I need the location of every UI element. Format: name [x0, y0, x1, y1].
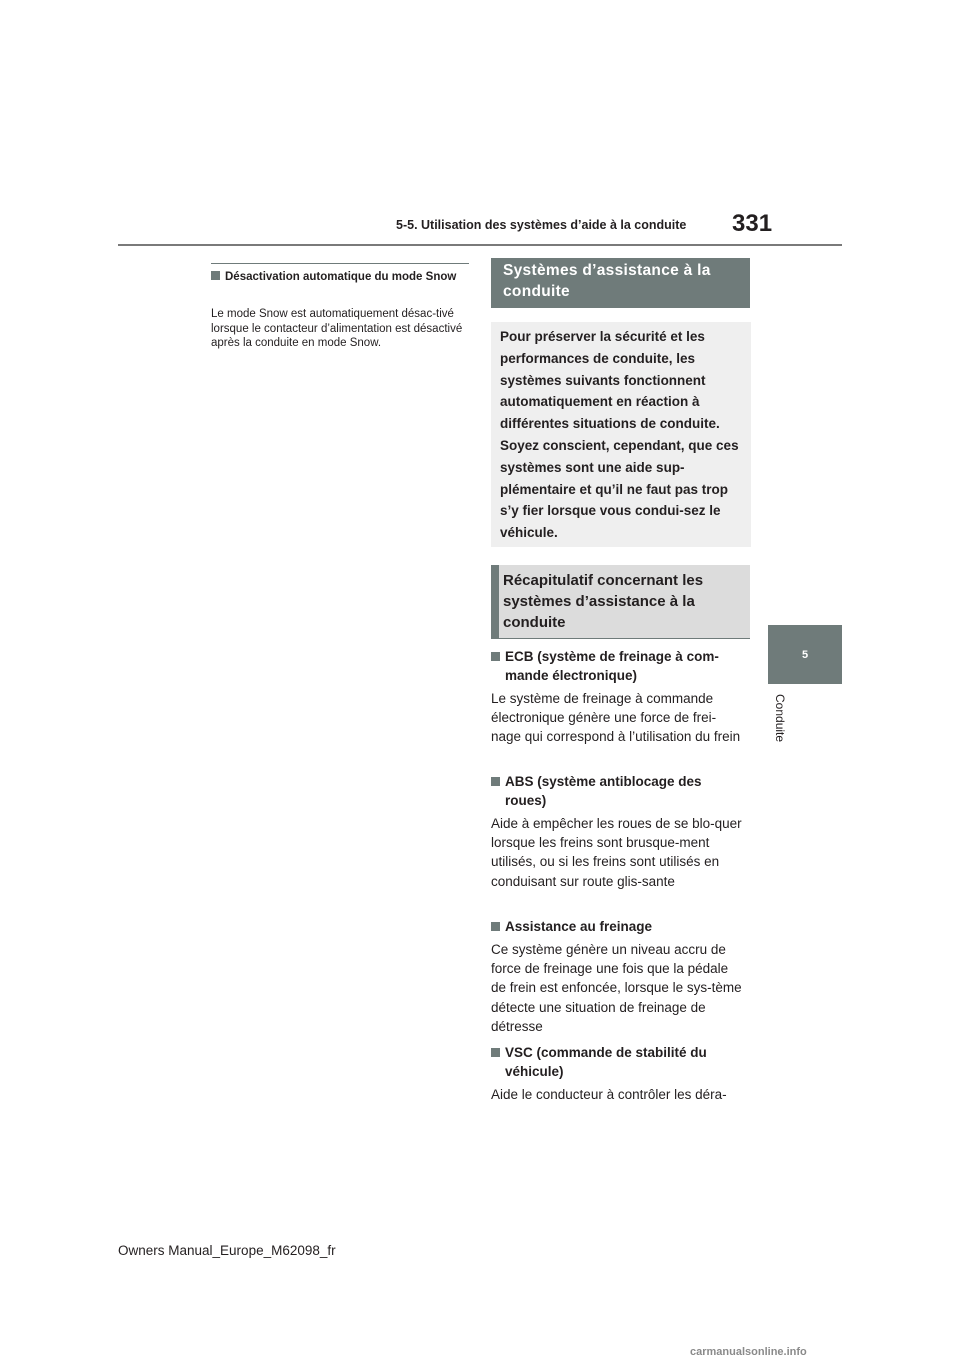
item-heading-abs: ABS (système antiblocage des roues) [491, 772, 746, 810]
chapter-number: 5 [801, 648, 809, 661]
square-bullet-icon [491, 652, 500, 661]
summary-section-title: Récapitulatif concernant les systèmes d’assistance à la conduite [503, 572, 704, 631]
page-number: 331 [732, 210, 773, 237]
item-heading-brake-assist: Assistance au freinage [491, 917, 746, 936]
square-bullet-icon [211, 271, 220, 280]
header-divider [118, 244, 842, 246]
item-heading-vsc: VSC (commande de stabilité du véhicule) [491, 1043, 746, 1081]
left-heading [211, 270, 469, 285]
item-heading-ecb: ECB (système de freinage à com-mande électronique) [491, 647, 746, 685]
watermark: carmanualsonline.info [690, 1346, 807, 1358]
section-banner: Systèmes d’assistance à la conduite [491, 258, 750, 308]
chapter-tab [768, 625, 842, 684]
chapter-label-text: Conduite [773, 694, 787, 743]
square-bullet-icon [491, 777, 500, 786]
item-body-brake-assist: Ce système génère un niveau accru de force de freinage une fois que la pédale de frein est enfoncée, lorsque le sys-tème détecte une situation de freinage de détresse [491, 942, 742, 1034]
square-bullet-icon [491, 922, 500, 931]
item-body-abs: Aide à empêcher les roues de se blo-quer lorsque les freins sont brusque-ment utilisés, ou si les freins sont utilisés en conduisant sur route glis-sante [491, 816, 742, 889]
left-body-text: Le mode Snow est automatiquement désac-tivé lorsque le contacteur d’alimentation est désactivé après la conduite en mode Snow. [211, 308, 463, 349]
item-body-vsc: Aide le conducteur à contrôler les déra- [491, 1087, 727, 1102]
left-heading-text: Désactivation automatique du mode Snow [225, 271, 457, 283]
square-bullet-icon [491, 1048, 500, 1057]
chapter-label [773, 694, 805, 774]
left-heading-rule [211, 263, 469, 264]
item-body-ecb: Le système de freinage à commande électronique génère une force de frei-nage qui correspond à l’utilisation du frein [491, 691, 741, 745]
intro-text: Pour préserver la sécurité et les performances de conduite, les systèmes suivants fonctionnent automatiquement en réaction à différentes situations de conduite. Soyez conscient, cependant, que ces systèmes sont une aide sup-plémentaire et qu’il ne faut pas trop s’y fier lorsque vous condui-sez le véhicule. [500, 329, 739, 541]
footer-text: Owners Manual_Europe_M62098_fr [118, 1243, 336, 1258]
section-header-title: 5-5. Utilisation des systèmes d’aide à la conduite [396, 218, 687, 232]
summary-section-rule [491, 638, 750, 639]
